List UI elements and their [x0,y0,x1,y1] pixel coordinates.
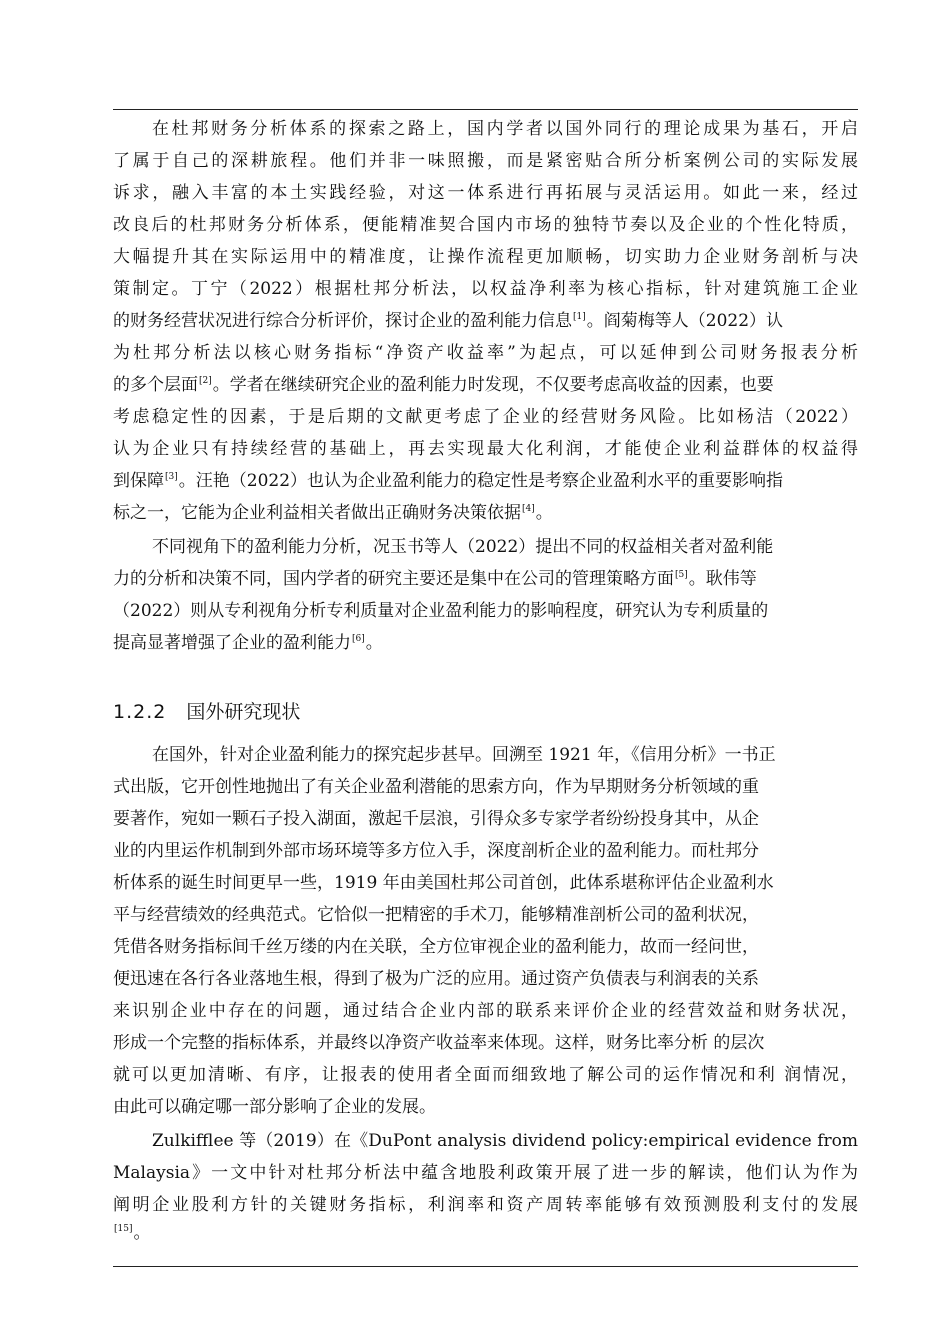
text-line [113,632,383,654]
text-span: 。阎菊梅等人（2022）认 [586,311,784,331]
text-line: 析体系的诞生时间更早一些，1919 年由美国杜邦公司首创，此体系堪称评估企业盈利水 [113,873,774,893]
text-span: 标之一，它能为企业利益相关者做出正确财务决策依据 [113,503,521,523]
text-span: 提高显著增强了企业的盈利能力 [113,633,351,653]
text-line: 考虑稳定性的因素，于是后期的文献更考虑了企业的经营财务风险。比如杨洁（2022） [113,407,858,427]
text-line: 在国外，针对企业盈利能力的探究起步甚早。回溯至 1921 年，《信用分析》一书正 [152,745,776,765]
text-line: 认为企业只有持续经营的基础上，再去实现最大化利润，才能使企业利益群体的权益得 [113,439,858,459]
text-line: 凭借各财务指标间千丝万缕的内在关联，全方位审视企业的盈利能力，故而一经问世， [113,937,759,957]
text-line: 式出版，它开创性地抛出了有关企业盈利潜能的思索方向，作为早期财务分析领域的重 [113,777,759,797]
text-line: 为杜邦分析法以核心财务指标“净资产收益率”为起点，可以延伸到公司财务报表分析 [113,343,858,363]
citation-ref: [2] [199,376,212,386]
text-span: 力的分析和决策不同，国内学者的研究主要还是集中在公司的管理策略方面 [113,569,674,589]
text-line: 阐明企业股利方针的关键财务指标，利润率和资产周转率能够有效预测股利支付的发展 [113,1195,858,1215]
text-line: 形成一个完整的指标体系，并最终以净资产收益率来体现。这样，财务比率分析 的层次 [113,1033,765,1053]
text-line: 诉求，融入丰富的本土实践经验，对这一体系进行再拓展与灵活运用。如此一来，经过 [113,183,858,203]
text-line [113,568,757,590]
text-span: 的财务经营状况进行综合分析评价，探讨企业的盈利能力信息 [113,311,572,331]
text-line: （2022）则从专利视角分析专利质量对企业盈利能力的影响程度，研究认为专利质量的 [113,601,769,621]
text-span: 。汪艳（2022）也认为企业盈利能力的稳定性是考察企业盈利水平的重要影响指 [178,471,784,491]
text-line: 要著作，宛如一颗石子投入湖面，激起千层浪，引得众多专家学者纷纷投身其中，从企 [113,809,759,829]
text-span: 。 [365,633,383,653]
text-line: 改良后的杜邦财务分析体系，便能精准契合国内市场的独特节奏以及企业的个性化特质， [113,215,858,235]
text-line: 大幅提升其在实际运用中的精准度，让操作流程更加顺畅，切实助力企业财务剖析与决 [113,247,858,267]
text-line: 策制定。丁宁（2022）根据杜邦分析法，以权益净利率为核心指标，针对建筑施工企业 [113,279,858,299]
section-number: 1.2.2 [113,701,167,723]
section-heading [113,700,300,724]
text-line: 业的内里运作机制到外部市场环境等多方位入手，深度剖析企业的盈利能力。而杜邦分 [113,841,759,861]
citation-ref: [15] [114,1224,133,1234]
text-span: 到保障 [113,471,164,491]
text-line: 不同视角下的盈利能力分析，况玉书等人（2022）提出不同的权益相关者对盈利能 [152,537,774,557]
citation-ref: [3] [165,472,178,482]
text-line [113,502,553,524]
text-line: 便迅速在各行各业落地生根，得到了极为广泛的应用。通过资产负债表与利润表的关系 [113,969,759,989]
section-title: 国外研究现状 [186,701,301,723]
text-line: 由此可以确定哪一部分影响了企业的发展。 [113,1097,436,1117]
footer-rule [113,1266,858,1267]
text-span: 。 [535,503,553,523]
header-rule [113,109,858,110]
text-line: Malaysia》一文中针对杜邦分析法中蕴含地股利政策开展了进一步的解读，他们认为作为 [113,1163,858,1183]
text-line: 在杜邦财务分析体系的探索之路上，国内学者以国外同行的理论成果为基石，开启 [152,119,858,139]
text-span: 。 [133,1223,151,1243]
text-line [113,470,783,492]
text-span: 。耿伟等 [688,569,757,589]
text-line: 来识别企业中存在的问题，通过结合企业内部的联系来评价企业的经营效益和财务状况， [113,1001,858,1021]
text-line [113,374,774,396]
citation-ref: [4] [522,504,535,514]
text-line [113,1222,150,1244]
text-line: 了属于自己的深耕旅程。他们并非一味照搬，而是紧密贴合所分析案例公司的实际发展 [113,151,858,171]
citation-ref: [6] [352,634,365,644]
text-line: 就可以更加清晰、有序，让报表的使用者全面而细致地了解公司的运作情况和利 润情况， [113,1065,858,1085]
text-line: 平与经营绩效的经典范式。它恰似一把精密的手术刀，能够精准剖析公司的盈利状况， [113,905,759,925]
text-span: 。学者在继续研究企业的盈利能力时发现，不仅要考虑高收益的因素，也要 [212,375,774,395]
text-span: 的多个层面 [113,375,198,395]
citation-ref: [5] [675,570,688,580]
text-line: Zulkifflee 等（2019）在《DuPont analysis dividend policy:empirical evidence from [152,1131,858,1151]
text-line [113,310,783,332]
citation-ref: [1] [573,312,586,322]
